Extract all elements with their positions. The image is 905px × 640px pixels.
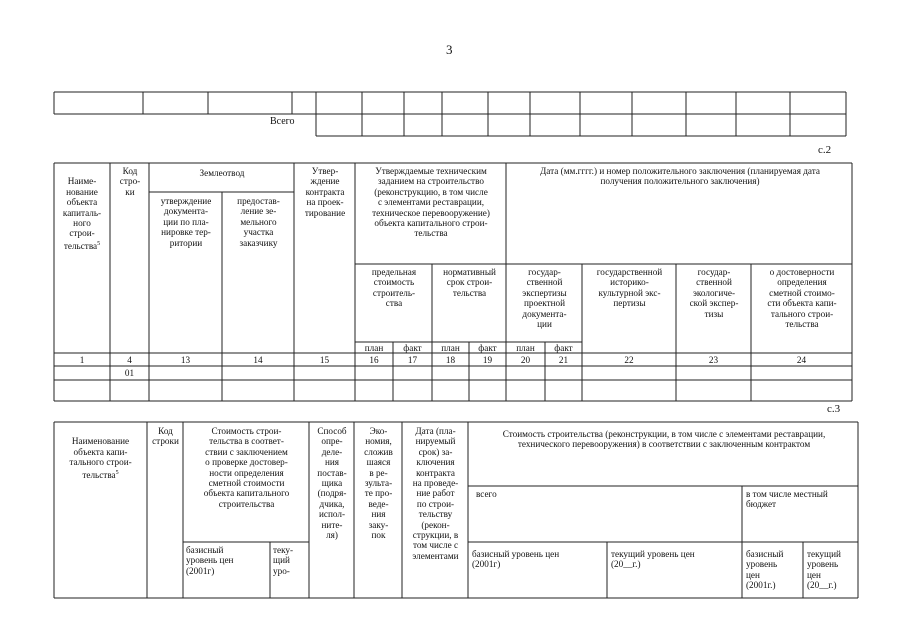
s3-header-total: всего	[476, 489, 497, 499]
s2-header-eco-exp: государ- ственной экологиче- ской экспер- тизы	[689, 267, 739, 319]
s2-header-state-exp: государ- ственной экспертизы проектной документа- ции	[522, 267, 567, 330]
s2-fact-19: факт	[478, 343, 497, 353]
s2-colnum: 22	[624, 355, 634, 365]
s2-plan-20: план	[516, 343, 535, 353]
total-label: Всего	[270, 116, 295, 127]
s3-header-cost: Стоимость строи- тельства в соответ- ствии с заключением о проверке достовер- ности определения сметной стоимости объекта капитального строительства	[203, 426, 290, 509]
s2-colnum: 16	[369, 355, 379, 365]
page-number: 3	[446, 42, 453, 57]
s2-header-norm-term: нормативный срок строи- тельства	[443, 267, 496, 298]
s2-colnum: 24	[796, 355, 807, 365]
s3-header-name	[55, 426, 146, 480]
s3-total-base-level: базисный уровень цен (2001г)	[472, 549, 560, 570]
s3-header-date: Дата (пла- нируемый срок) за- ключения контракта на проведе- ние работ по строи- тельству (рекон- струкции, в том числе с элементами	[412, 426, 459, 561]
s2-plan-16: план	[364, 343, 384, 353]
s2-colnum: 14	[253, 355, 263, 365]
s2-header-land-provision: предостав- ление зе- мельного участка заказчику	[237, 196, 280, 248]
s2-colnum: 19	[482, 355, 493, 365]
s2-colnum: 21	[558, 355, 569, 365]
s2-colnum: 1	[79, 355, 85, 365]
s2-header-land-approval: утверждение документа- ции по пла- нировке тер- ритории	[160, 196, 212, 248]
s3-cost-base-level: базисный уровень цен (2001г)	[186, 545, 234, 576]
s3-total-current-level: текущий уровень цен (20__г.)	[611, 549, 695, 570]
s2-header-code: Код стро- ки	[119, 166, 141, 197]
s2-header-hist-exp: государственной историко- культурной экс- пертизы	[596, 267, 663, 309]
footnote-mark: 5	[115, 469, 119, 476]
s2-header-tech: Утверждаемые техническим заданием на строительство (реконструкцию, в том числе с элементами реставрации, техническое перевооружение) объекта капитального строи- тельства	[372, 166, 490, 239]
s2-header-name-text: Наиме- нование объекта капиталь- ного строи- тельства	[62, 176, 102, 251]
s2-colnum: 18	[445, 355, 456, 365]
s3-header-local: в том числе местный бюджет	[746, 489, 828, 510]
s3-cost-current-level: теку- щий уро-	[273, 545, 294, 576]
s2-header-conclusion: Дата (мм.гггг.) и номер положительного заключения (планируемая дата получения положительного заключения)	[540, 166, 820, 187]
s2-header-name	[55, 166, 109, 251]
s2-colnum: 4	[127, 355, 132, 365]
s2-header-land: Землеотвод	[199, 168, 245, 178]
section-label-s3: с.3	[827, 403, 841, 415]
s3-header-code: Код строки	[152, 426, 179, 447]
s3-header-contract-cost: Стоимость строительства (реконструкции, в том числе с элементами реставрации, технического перевооружения) в соответствии с заключенным контрактом	[502, 429, 826, 450]
section-label-s2: с.2	[818, 144, 832, 156]
s2-colnum: 17	[407, 355, 418, 365]
s2-header-cost-limit: предельная стоимость строитель- ства	[371, 267, 417, 309]
s2-row-code: 01	[124, 368, 135, 378]
s2-colnum: 23	[708, 355, 719, 365]
s3-header-method: Способ опре- деле- ния постав- щика (подря- дчика, испол- ните- ля)	[317, 426, 347, 541]
s2-header-reliability: о достоверности определения сметной стоимо- сти объекта капи- тального строи- тельства	[767, 267, 837, 330]
s2-header-contract: Утвер- ждение контракта на проек- тирование	[304, 166, 346, 218]
s2-colnum: 15	[319, 355, 330, 365]
s3-header-economy: Эко- номия, сложив шаяся в ре- зульта- те про- веде- ния заку- пок	[364, 426, 393, 541]
s3-header-name-text: Наименование объекта капи- тального строи- тельства	[69, 436, 132, 480]
s2-plan-18: план	[441, 343, 460, 353]
s2-colnum: 13	[180, 355, 191, 365]
s2-fact-17: факт	[403, 343, 422, 353]
s2-colnum: 20	[520, 355, 531, 365]
s3-local-base-level: базисный уровень цен (2001г.)	[746, 549, 784, 591]
footnote-mark: 5	[97, 240, 101, 247]
s3-local-current-level: текущий уровень цен (20__г.)	[807, 549, 841, 591]
s2-fact-21: факт	[554, 343, 573, 353]
